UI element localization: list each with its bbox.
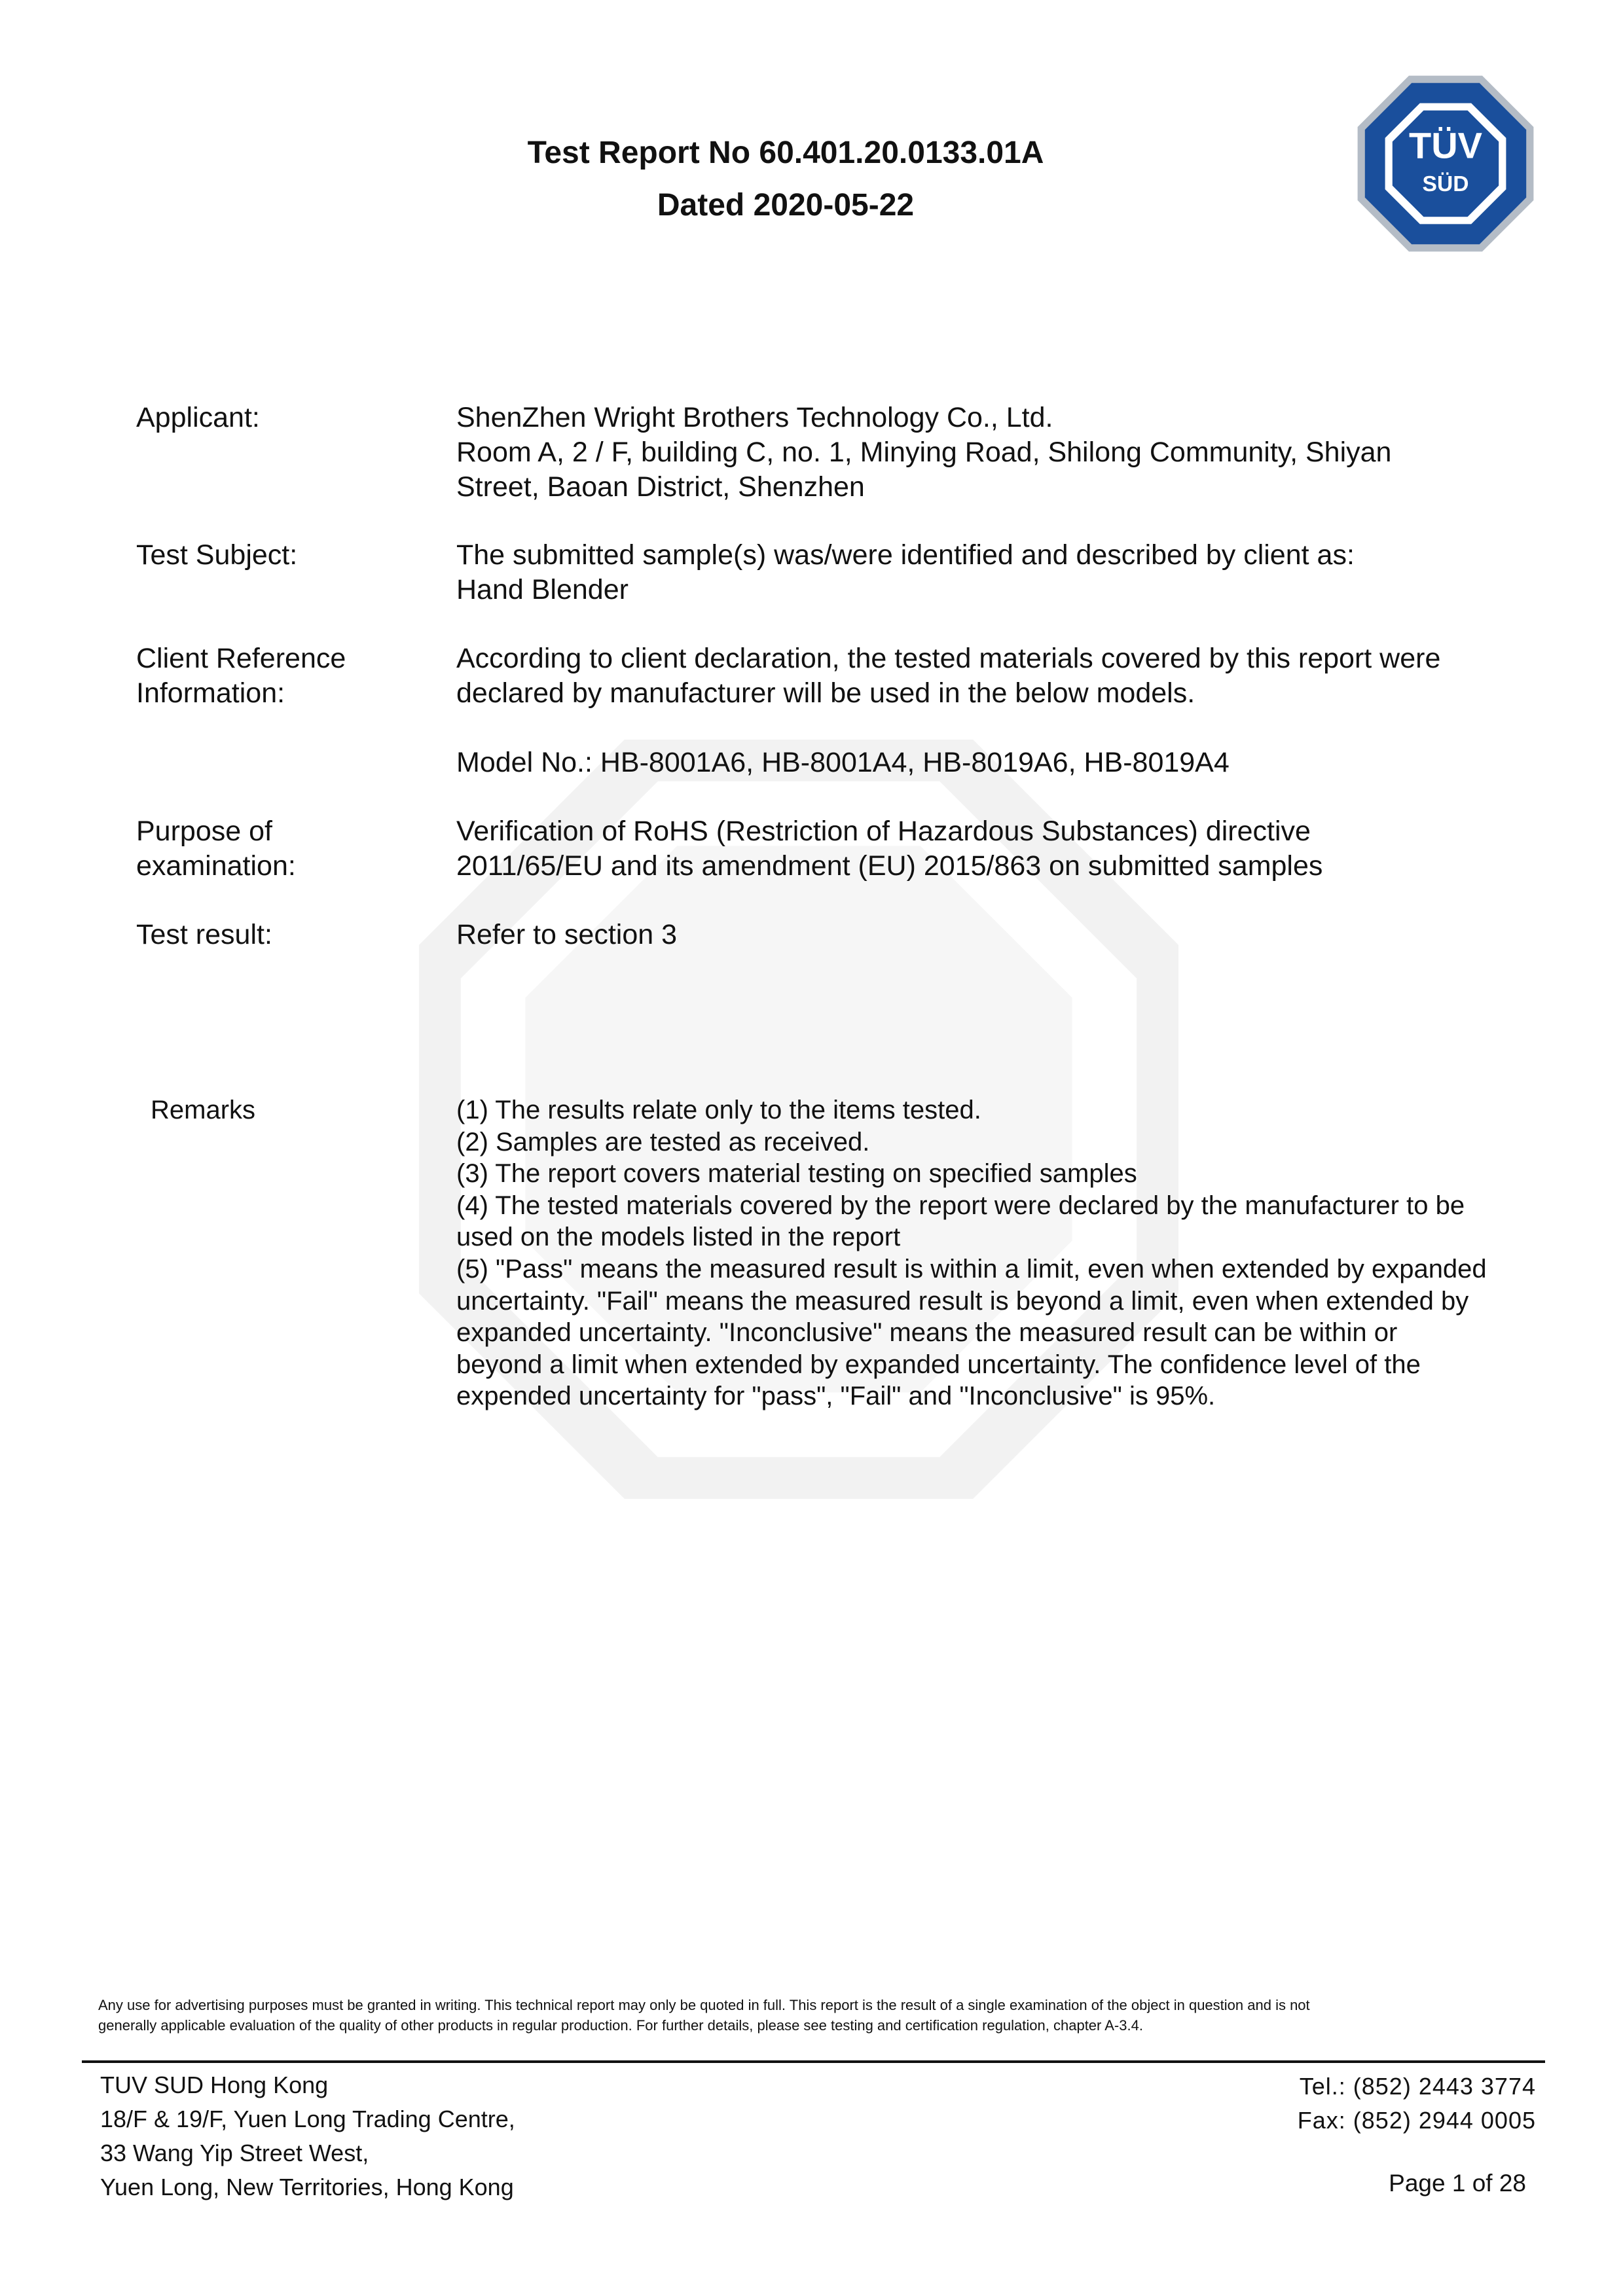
- disclaimer-line: Any use for advertising purposes must be granted in writing. This technical report may only be quoted in full. This report is the result of a single examination of the object in question and is not: [98, 1997, 1310, 2013]
- report-date: Dated 2020-05-22: [657, 188, 915, 223]
- logo-top-text: TÜV: [1409, 124, 1482, 166]
- disclaimer-line: generally applicable evaluation of the quality of other products in regular production. For further details, please see testing and certification regulation, chapter A-3.4.: [98, 2017, 1143, 2034]
- fax: Fax: (852) 2944 0005: [1297, 2107, 1536, 2134]
- report-number: Test Report No 60.401.20.0133.01A: [527, 135, 1044, 170]
- remark-item: (5) "Pass" means the measured result is within a limit, even when extended by expanded uncertainty. "Fail" means the measured result is beyond a limit, even when extended by expanded uncertainty. "Inconclusive" means the measured result can be within or beyond a limit when extended by expanded uncertainty. The confidence level of the expended uncertainty for "pass", "Fail" and "Inconclusive" is 95%.: [456, 1254, 1487, 1411]
- purpose-label: Purpose of examination:: [136, 816, 296, 882]
- purpose-value: Verification of RoHS (Restriction of Hazardous Substances) directive 2011/65/EU and its amendment (EU) 2015/863 on submitted samples: [456, 816, 1323, 882]
- footer-divider: [82, 2060, 1545, 2063]
- address-line: 18/F & 19/F, Yuen Long Trading Centre,: [100, 2106, 515, 2132]
- remarks-list: [456, 1094, 1556, 1412]
- disclaimer: [98, 1995, 1525, 2036]
- remark-item: (4) The tested materials covered by the report were declared by the manufacturer to be used on the models listed in the report: [456, 1191, 1465, 1252]
- logo-bottom-text: SÜD: [1422, 172, 1469, 196]
- company-name: TUV SUD Hong Kong: [100, 2072, 329, 2098]
- client-reference-label: Client Reference Information:: [136, 643, 346, 709]
- test-subject-value: The submitted sample(s) was/were identified and described by client as: Hand Blender: [456, 539, 1355, 605]
- page-number: Page 1 of 28: [1389, 2170, 1526, 2197]
- model-numbers: Model No.: HB-8001A6, HB-8001A4, HB-8019A6, HB-8019A4: [456, 747, 1230, 778]
- remarks-label: Remarks: [151, 1096, 256, 1124]
- client-reference-value: According to client declaration, the tested materials covered by this report were declared by manufacturer will be used in the below models.: [456, 643, 1441, 709]
- applicant-value: ShenZhen Wright Brothers Technology Co., Ltd. Room A, 2 / F, building C, no. 1, Minying Road, Shilong Community, Shiyan Street, Baoan District, Shenzhen: [456, 402, 1392, 503]
- remark-item: (3) The report covers material testing on specified samples: [456, 1159, 1137, 1189]
- address-line: 33 Wang Yip Street West,: [100, 2140, 369, 2166]
- remark-item: (1) The results relate only to the items tested.: [456, 1096, 981, 1124]
- test-subject-label: Test Subject:: [136, 539, 298, 571]
- telephone: Tel.: (852) 2443 3774: [1299, 2073, 1536, 2100]
- footer-contact: [1298, 2070, 1536, 2138]
- remark-item: (2) Samples are tested as received.: [456, 1127, 870, 1157]
- applicant-label: Applicant:: [136, 402, 260, 433]
- address-line: Yuen Long, New Territories, Hong Kong: [100, 2174, 514, 2200]
- test-result-value: Refer to section 3: [456, 919, 678, 950]
- test-result-label: Test result:: [136, 919, 272, 950]
- footer-address: [100, 2068, 515, 2204]
